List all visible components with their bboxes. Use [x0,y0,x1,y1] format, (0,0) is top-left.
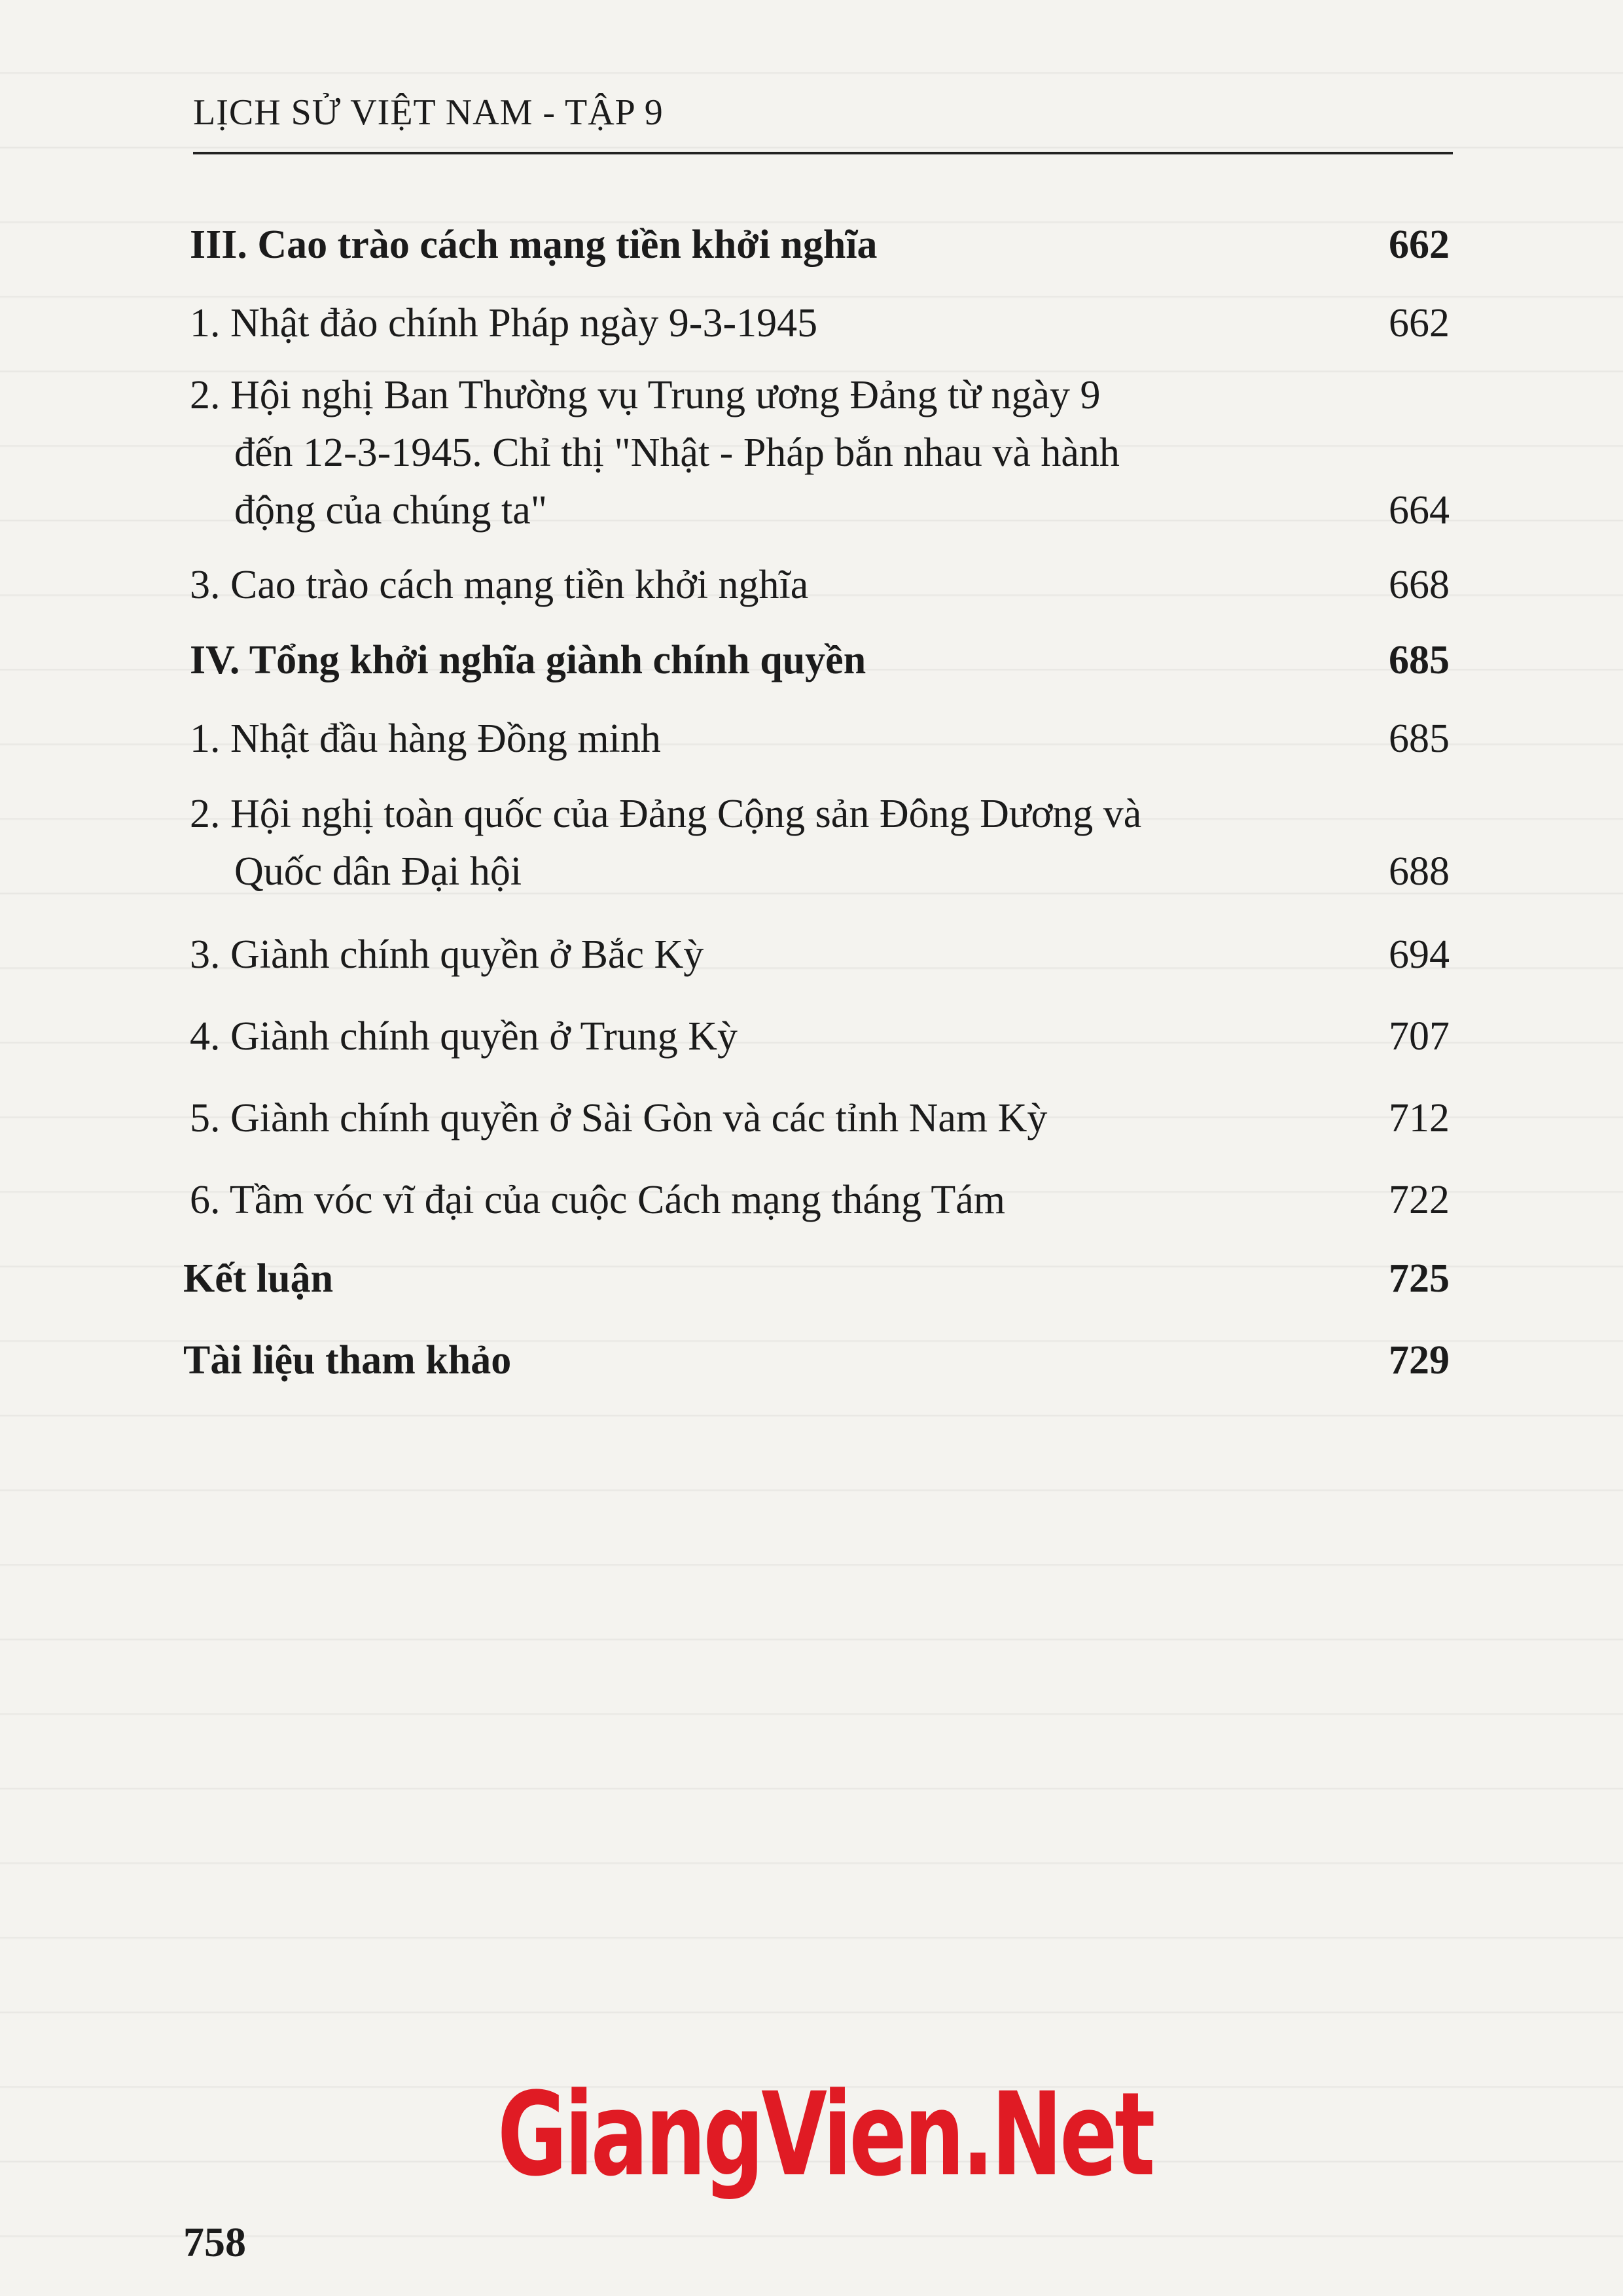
toc-entry-title: 5. Giành chính quyền ở Sài Gòn và các tỉnh Nam Kỳ [190,1096,1048,1140]
toc-entry-page: 662 [1389,222,1450,267]
toc-entry-page: 729 [1389,1338,1450,1383]
watermark-logo: GiangVien.Net [497,2068,1152,2202]
toc-entry [183,1250,1450,1307]
toc-entry-title: 2. Hội nghị Ban Thường vụ Trung ương Đảng từ ngày 9 [190,373,1101,417]
toc-entry [190,785,1450,900]
toc-entry [190,631,1450,689]
toc-entry-page: 722 [1389,1178,1450,1222]
toc-entry-title: Tài liệu tham khảo [183,1338,512,1383]
toc-entry-title: III. Cao trào cách mạng tiền khởi nghĩa [190,222,878,267]
toc-entry-page: 712 [1389,1096,1450,1140]
toc-entry [183,1332,1450,1389]
toc-entry [190,556,1450,614]
toc-entry-page: 668 [1389,563,1450,607]
toc-entry [190,1008,1450,1065]
toc-entry-page: 662 [1389,301,1450,345]
toc-entry [190,1089,1450,1147]
toc-entry [190,710,1450,768]
toc-entry [190,366,1450,539]
toc-entry-title: 4. Giành chính quyền ở Trung Kỳ [190,1014,738,1059]
toc-entry-page: 664 [1389,488,1450,533]
toc-entry-title: động của chúng ta" [234,488,548,533]
toc-entry-title: 2. Hội nghị toàn quốc của Đảng Cộng sản Đông Dương và [190,792,1142,836]
page-number: 758 [183,2219,246,2265]
toc-entry [190,1171,1450,1229]
toc-entry-page: 688 [1389,849,1450,894]
toc-entry-page: 685 [1389,638,1450,682]
header-rule [193,152,1453,154]
toc-entry-title: Quốc dân Đại hội [234,849,522,894]
toc-entry [190,294,1450,352]
toc-entry [190,216,1450,274]
toc-entry-title: 1. Nhật đảo chính Pháp ngày 9-3-1945 [190,301,818,345]
toc-entry-title: 1. Nhật đầu hàng Đồng minh [190,716,661,761]
toc-entry-page: 725 [1389,1256,1450,1301]
toc-entry-title: Kết luận [183,1256,334,1301]
toc-entry-page: 685 [1389,716,1450,761]
toc-entry-title: 3. Giành chính quyền ở Bắc Kỳ [190,932,704,977]
toc-entry-page: 707 [1389,1014,1450,1059]
toc-entry [190,926,1450,983]
toc-entry-title: 6. Tầm vóc vĩ đại của cuộc Cách mạng tháng Tám [190,1178,1005,1222]
toc-entry-title: IV. Tổng khởi nghĩa giành chính quyền [190,638,866,682]
running-header: LỊCH SỬ VIỆT NAM - TẬP 9 [193,92,664,133]
toc-entry-title: 3. Cao trào cách mạng tiền khởi nghĩa [190,563,809,607]
toc-entry-title: đến 12-3-1945. Chỉ thị "Nhật - Pháp bắn nhau và hành [234,431,1120,475]
toc-entry-page: 694 [1389,932,1450,977]
